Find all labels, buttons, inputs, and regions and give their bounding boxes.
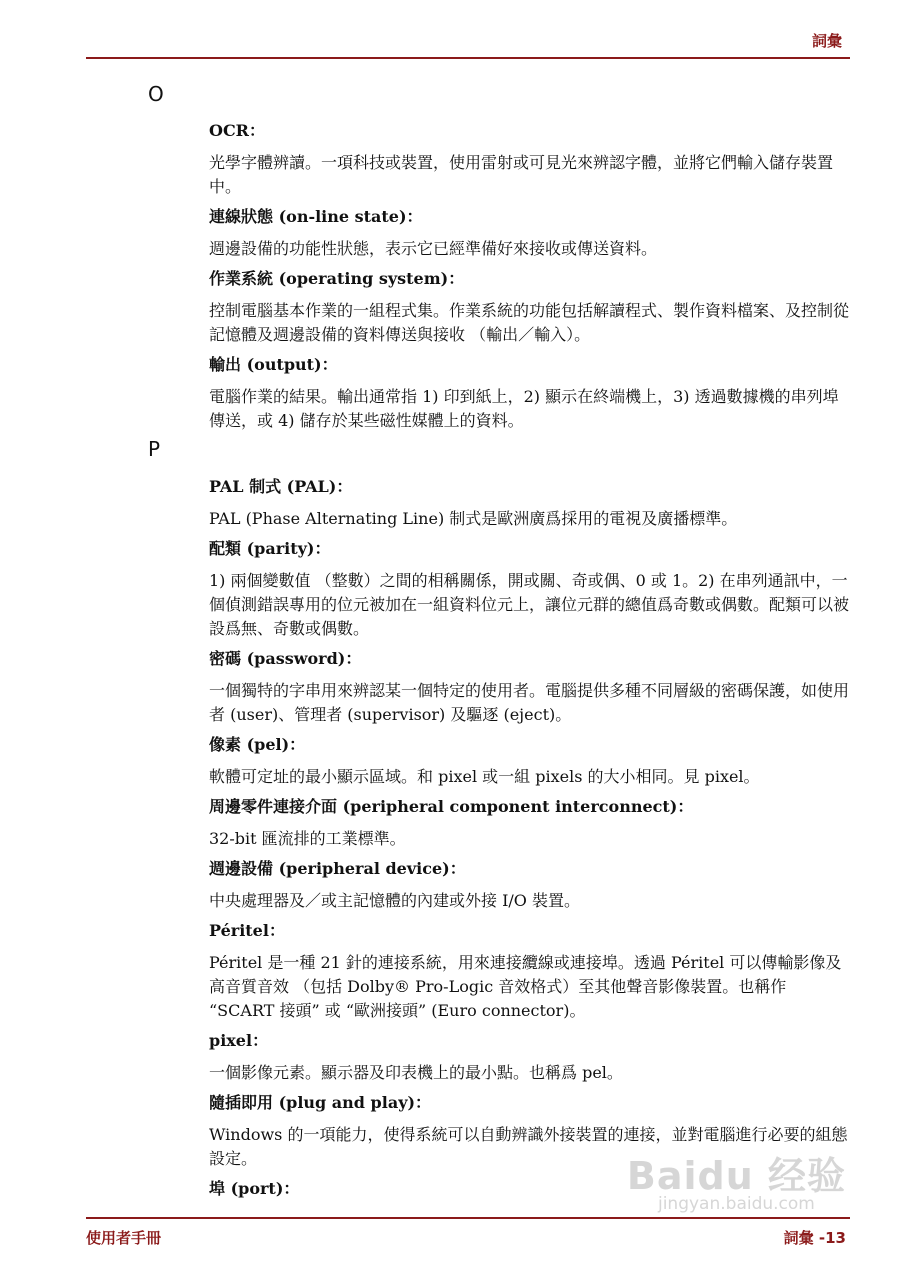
term-online-state: 連線狀態 (on-line state)： (209, 207, 423, 226)
def-peritel: Péritel 是一種 21 針的連接系統，用來連接纜線或連接埠。透過 Péritel 可以傳輸影像及高音質音效 （包括 Dolby® Pro-Logic 音效格式）至其他聲音影像裝置。也稱作 “SCART 接頭” 或 “歐洲接頭” (Euro connector)。 (209, 953, 842, 1020)
footer-page-number: 詞彙 -13 (783, 1229, 846, 1247)
def-parity: 1) 兩個變數值 （整數）之間的相稱關係，開或關、奇或偶、0 或 1。2) 在串列通訊中，一個偵測錯誤專用的位元被加在一組資料位元上，讓位元群的總值爲奇數或偶數。配類可以被設爲無、奇數或偶數。 (209, 571, 850, 638)
watermark-logo: Baidu 经验 (626, 1154, 846, 1198)
def-pixel: 一個影像元素。顯示器及印表機上的最小點。也稱爲 pel。 (209, 1063, 623, 1082)
term-peritel: Péritel： (209, 921, 285, 940)
def-output: 電腦作業的結果。輸出通常指 1) 印到紙上，2) 顯示在終端機上，3) 透過數據機的串列埠傳送，或 4) 儲存於某些磁性媒體上的資料。 (209, 387, 839, 430)
section-o-entries (209, 120, 849, 440)
baidu-watermark (627, 1145, 846, 1214)
header-rule (86, 57, 850, 59)
section-letter-p: P (148, 437, 161, 461)
term-pal: PAL 制式 (PAL)： (209, 477, 353, 496)
term-plug-and-play: 隨插即用 (plug and play)： (209, 1093, 432, 1112)
term-port: 埠 (port)： (209, 1179, 300, 1198)
def-ocr: 光學字體辨讀。一項科技或裝置，使用雷射或可見光來辨認字體，並將它們輸入儲存裝置中。 (209, 153, 834, 196)
term-operating-system: 作業系統 (operating system)： (209, 269, 465, 288)
watermark-url: jingyan.baidu.com (657, 1194, 815, 1214)
term-parity: 配類 (parity)： (209, 539, 331, 558)
def-pel: 軟體可定址的最小顯示區域。和 pixel 或一組 pixels 的大小相同。見 pixel。 (209, 767, 760, 786)
term-output: 輸出 (output)： (209, 355, 338, 374)
def-operating-system: 控制電腦基本作業的一組程式集。作業系統的功能包括解讀程式、製作資料檔案、及控制從記憶體及週邊設備的資料傳送與接收 （輸出／輸入）。 (209, 301, 850, 344)
def-password: 一個獨特的字串用來辨認某一個特定的使用者。電腦提供多種不同層級的密碼保護，如使用者 (user)、管理者 (supervisor) 及驅逐 (eject)。 (209, 681, 850, 724)
def-online-state: 週邊設備的功能性狀態，表示它已經準備好來接收或傳送資料。 (209, 239, 658, 258)
section-letter-o: O (148, 82, 164, 106)
term-pixel: pixel： (209, 1031, 269, 1050)
def-plug-and-play: Windows 的一項能力，使得系統可以自動辨識外接裝置的連接，並對電腦進行必要的組態設定。 (209, 1125, 848, 1168)
def-pci: 32-bit 匯流排的工業標準。 (209, 829, 406, 848)
term-ocr: OCR： (209, 121, 265, 140)
term-pci: 周邊零件連接介面 (peripheral component interconnect)： (209, 797, 694, 816)
section-p-entries (209, 476, 849, 1209)
def-peripheral-device: 中央處理器及／或主記憶體的內建或外接 I/O 裝置。 (209, 891, 581, 910)
def-pal: PAL (Phase Alternating Line) 制式是歐洲廣爲採用的電視及廣播標準。 (209, 509, 738, 528)
page-header-title: 詞彙 (811, 32, 842, 50)
footer-manual-title: 使用者手冊 (86, 1229, 162, 1247)
term-password: 密碼 (password)： (209, 649, 362, 668)
term-peripheral-device: 週邊設備 (peripheral device)： (209, 859, 466, 878)
footer-rule (86, 1217, 850, 1219)
term-pel: 像素 (pel)： (209, 735, 306, 754)
